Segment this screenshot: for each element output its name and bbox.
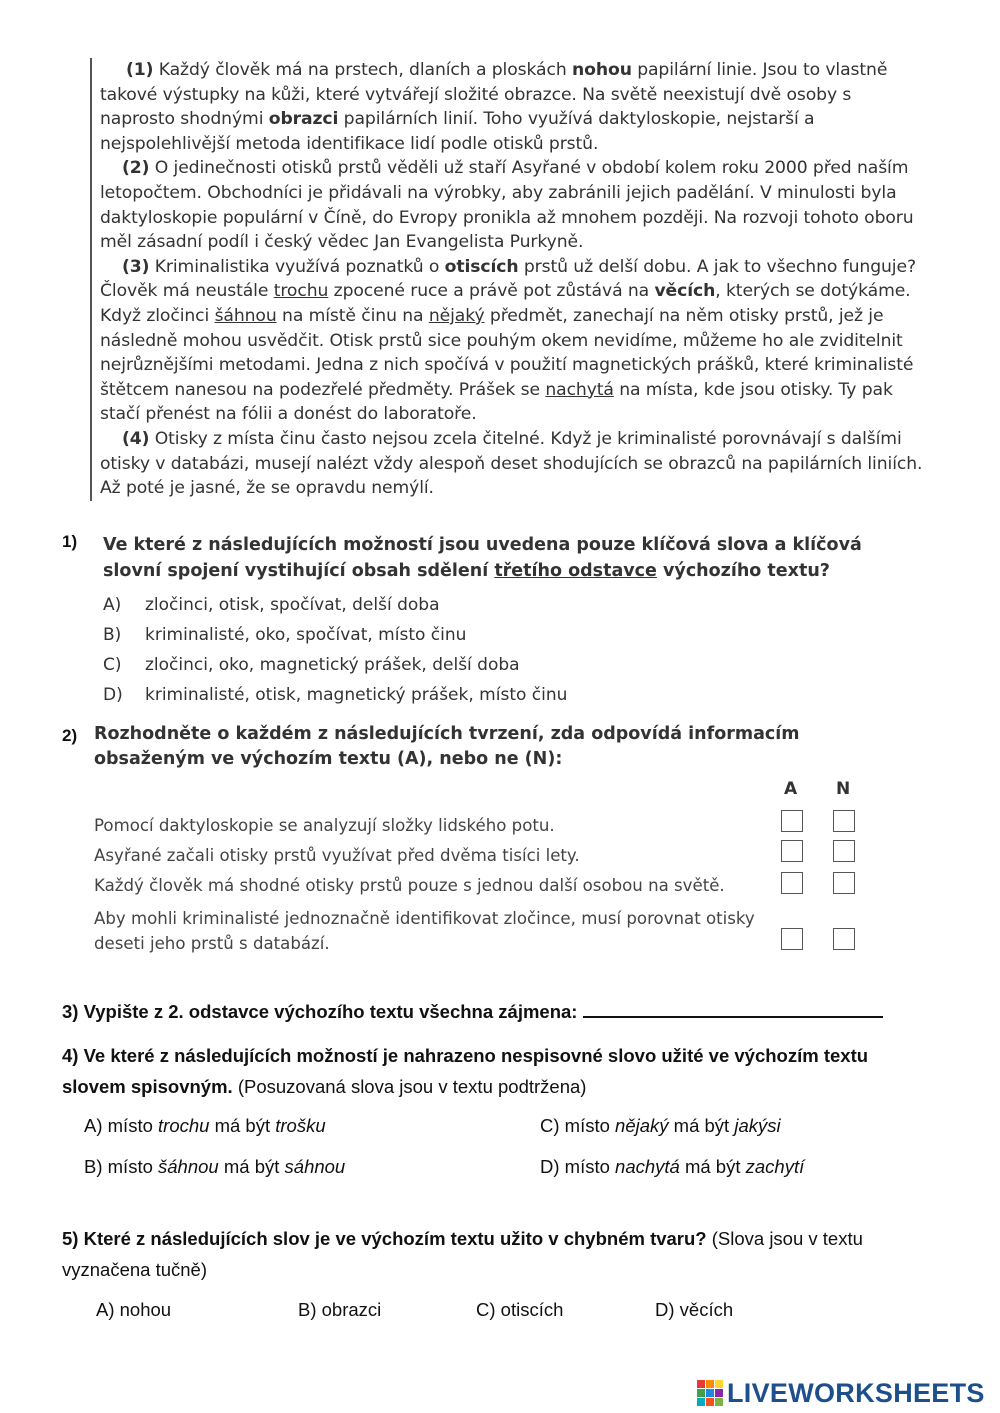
checkbox-2-a[interactable] <box>781 840 803 862</box>
statement-2: Asyřané začali otisky prstů využívat před dvěma tisíci lety. <box>94 846 580 865</box>
question-3-text: 3) Vypište z 2. odstavce výchozího textu všechna zájmena: <box>62 1001 583 1022</box>
logo-text: LIVEWORKSHEETS <box>727 1377 985 1408</box>
statement-4: Aby mohli kriminalisté jednoznačně identifikovat zločince, musí porovnat otisky deseti jeho prstů s databází. <box>94 909 755 953</box>
text-run: papilárních linií. Toho využívá daktyloskopie, nejstarší a nejspolehlivější metoda identifikace lidí podle otisků prstů. <box>100 109 815 154</box>
question-1-options <box>103 590 567 710</box>
option-text: zločinci, oko, magnetický prášek, delší doba <box>145 655 520 675</box>
option-letter: D) <box>103 685 123 705</box>
option-prefix: C) místo <box>540 1115 616 1136</box>
option-mid: má být <box>209 1115 276 1136</box>
question-5-text: 5) Které z následujících slov je ve výchozím textu užito v chybném tvaru? <box>62 1228 707 1249</box>
option-text: kriminalisté, otisk, magnetický prášek, místo činu <box>145 685 568 705</box>
option-letter: A) <box>103 595 122 615</box>
logo-mark-icon <box>697 1380 723 1406</box>
logo-square <box>706 1398 714 1406</box>
statement-3: Každý člověk má shodné otisky prstů pouze s jednou další osobou na světě. <box>94 876 725 895</box>
question-1-underlined: třetího odstavce <box>494 561 657 581</box>
liveworksheets-logo[interactable] <box>697 1378 985 1408</box>
option-prefix: B) místo <box>84 1156 159 1177</box>
statement-1: Pomocí daktyloskopie se analyzují složky lidského potu. <box>94 816 555 835</box>
text-run: prstů už delší dobu. A jak to všechno funguje? Člověk má neustále <box>100 256 916 302</box>
checkbox-1-n[interactable] <box>833 810 855 832</box>
option-letter: C) <box>103 655 122 675</box>
option-prefix: A) místo <box>84 1115 159 1136</box>
text-run: na místě činu na <box>276 305 429 326</box>
bold-word: otiscích <box>444 256 519 277</box>
option-5b[interactable]: B) obrazci <box>298 1299 382 1320</box>
bold-word: (1) <box>126 60 154 80</box>
option-prefix: D) místo <box>540 1156 616 1177</box>
logo-square <box>697 1398 705 1406</box>
text-run: papilární linie. Jsou to vlastně takové výstupky na kůži, které vytvářejí složité obrazce. Na světě neexistují dvě osoby s naprosto shodnými <box>100 60 888 130</box>
option-word: zachytí <box>745 1156 805 1177</box>
option-mid: má být <box>218 1156 285 1177</box>
option-4b[interactable] <box>84 1156 345 1178</box>
text-run: , kterých se dotýkáme. Když zločinci <box>100 281 911 326</box>
paragraph-3 <box>100 255 930 427</box>
option-1c[interactable] <box>103 650 567 680</box>
text-run: O jedinečnosti otisků prstů věděli už staří Asyřané v období kolem roku 2000 před naším letopočtem. Obchodníci je přidávali na výrobky, aby zabránili jejich padělání. V minulosti byla daktyloskopie populární v Číně, do Evropy pronikla až mnohem později. Na rozvoji tohoto oboru měl zásadní podíl i český vědec Jan Evangelista Purkyně. <box>100 158 914 253</box>
option-word: šáhnou <box>158 1156 219 1177</box>
bold-word: (4) <box>122 428 150 449</box>
option-word: trošku <box>275 1115 326 1136</box>
option-word: jakýsi <box>734 1115 781 1136</box>
checkbox-3-a[interactable] <box>781 872 803 894</box>
underlined-word: nachytá <box>545 379 614 400</box>
paragraph-2 <box>100 156 930 254</box>
text-run: zpocené ruce a právě pot zůstává na <box>328 281 655 302</box>
checkbox-4-n[interactable] <box>833 928 855 950</box>
logo-square <box>697 1380 705 1388</box>
option-text: kriminalisté, oko, spočívat, místo činu <box>145 625 467 645</box>
question-1-text-end: výchozího textu? <box>656 561 830 581</box>
text-run: Otisky z místa činu často nejsou zcela čitelné. Když je kriminalisté porovnávají s dalšími otisky v databázi, musejí nalézt vždy alespoň deset shodujících se obrazců na papilárních liniích. Až poté je jasné, že se opravdu nemýlí. <box>100 428 923 499</box>
bold-word: věcích <box>654 281 716 302</box>
question-1-text-start: Ve které z následujících možností jsou uvedena pouze klíčová slova a klíčová slovní spojení vystihující obsah sdělení <box>103 535 862 581</box>
checkbox-2-n[interactable] <box>833 840 855 862</box>
bold-word: (2) <box>122 158 150 179</box>
option-1d[interactable] <box>103 680 567 710</box>
option-4a[interactable] <box>84 1115 326 1137</box>
option-5a[interactable]: A) nohou <box>96 1299 172 1320</box>
reading-passage <box>90 58 930 501</box>
option-4c[interactable] <box>540 1115 781 1137</box>
text-run: Kriminalistika využívá poznatků o <box>149 256 445 277</box>
option-mid: má být <box>668 1115 735 1136</box>
option-word: trochu <box>158 1115 210 1136</box>
question-4-text: 4) Ve které z následujících možností je nahrazeno nespisovné slovo užité ve výchozím textu slovem spisovným. <box>62 1045 869 1097</box>
question-5 <box>62 1223 922 1285</box>
bold-word: obrazci <box>268 109 339 130</box>
logo-square <box>706 1389 714 1397</box>
logo-square <box>715 1380 723 1388</box>
logo-square <box>715 1398 723 1406</box>
option-1a[interactable] <box>103 590 567 620</box>
underlined-word: nějaký <box>428 305 485 326</box>
question-2-text: Rozhodněte o každém z následujících tvrzení, zda odpovídá informacím obsaženým ve výchozím textu (A), nebo ne (N): <box>94 724 800 769</box>
text-run: na místa, kde jsou otisky. Ty pak stačí přenést na fólii a donést do laboratoře. <box>100 379 893 425</box>
option-5c[interactable]: C) otiscích <box>476 1299 564 1320</box>
checkbox-4-a[interactable] <box>781 928 803 950</box>
question-4-note: (Posuzovaná slova jsou v textu podtržena) <box>232 1076 587 1097</box>
underlined-word: šáhnou <box>214 305 277 326</box>
option-mid: má být <box>679 1156 746 1177</box>
question-5-note: (Slova jsou v textu vyznačena tučně) <box>62 1228 863 1280</box>
text-run: předmět, zanechají na něm otisky prstů, jež je následně mohou usvědčit. Otisk prstů sice pouhým okem nevidíme, můžeme ho ale zviditelnit nejrůznějšími metodami. Jedna z nich spočívá v použití magnetických prášků, které kriminalisté štětcem nanesou na podezřelé předměty. Prášek se <box>100 305 914 400</box>
logo-square <box>715 1389 723 1397</box>
answer-blank[interactable] <box>583 998 883 1018</box>
option-word: sáhnou <box>284 1156 346 1177</box>
option-5d[interactable]: D) věcích <box>655 1299 734 1320</box>
question-3 <box>62 998 883 1023</box>
underlined-word: trochu <box>273 281 329 302</box>
option-word: nachytá <box>615 1156 680 1177</box>
column-header-n: N <box>836 779 851 799</box>
question-1-text <box>103 532 883 584</box>
column-header-a: A <box>784 779 798 799</box>
checkbox-3-n[interactable] <box>833 872 855 894</box>
logo-square <box>697 1389 705 1397</box>
bold-word: (3) <box>122 256 150 277</box>
option-word: nějaký <box>615 1115 669 1136</box>
bold-word: nohou <box>572 60 632 80</box>
text-run: Každý člověk má na prstech, dlaních a ploskách <box>153 60 572 80</box>
option-letter: B) <box>103 625 122 645</box>
question-2-number: 2) <box>62 726 78 745</box>
question-1-number: 1) <box>62 532 78 551</box>
option-4d[interactable] <box>540 1156 804 1178</box>
logo-square <box>706 1380 714 1388</box>
question-4 <box>62 1040 922 1102</box>
option-1b[interactable] <box>103 620 567 650</box>
paragraph-1 <box>100 58 930 156</box>
option-text: zločinci, otisk, spočívat, delší doba <box>145 595 440 615</box>
paragraph-4 <box>100 427 930 501</box>
checkbox-1-a[interactable] <box>781 810 803 832</box>
